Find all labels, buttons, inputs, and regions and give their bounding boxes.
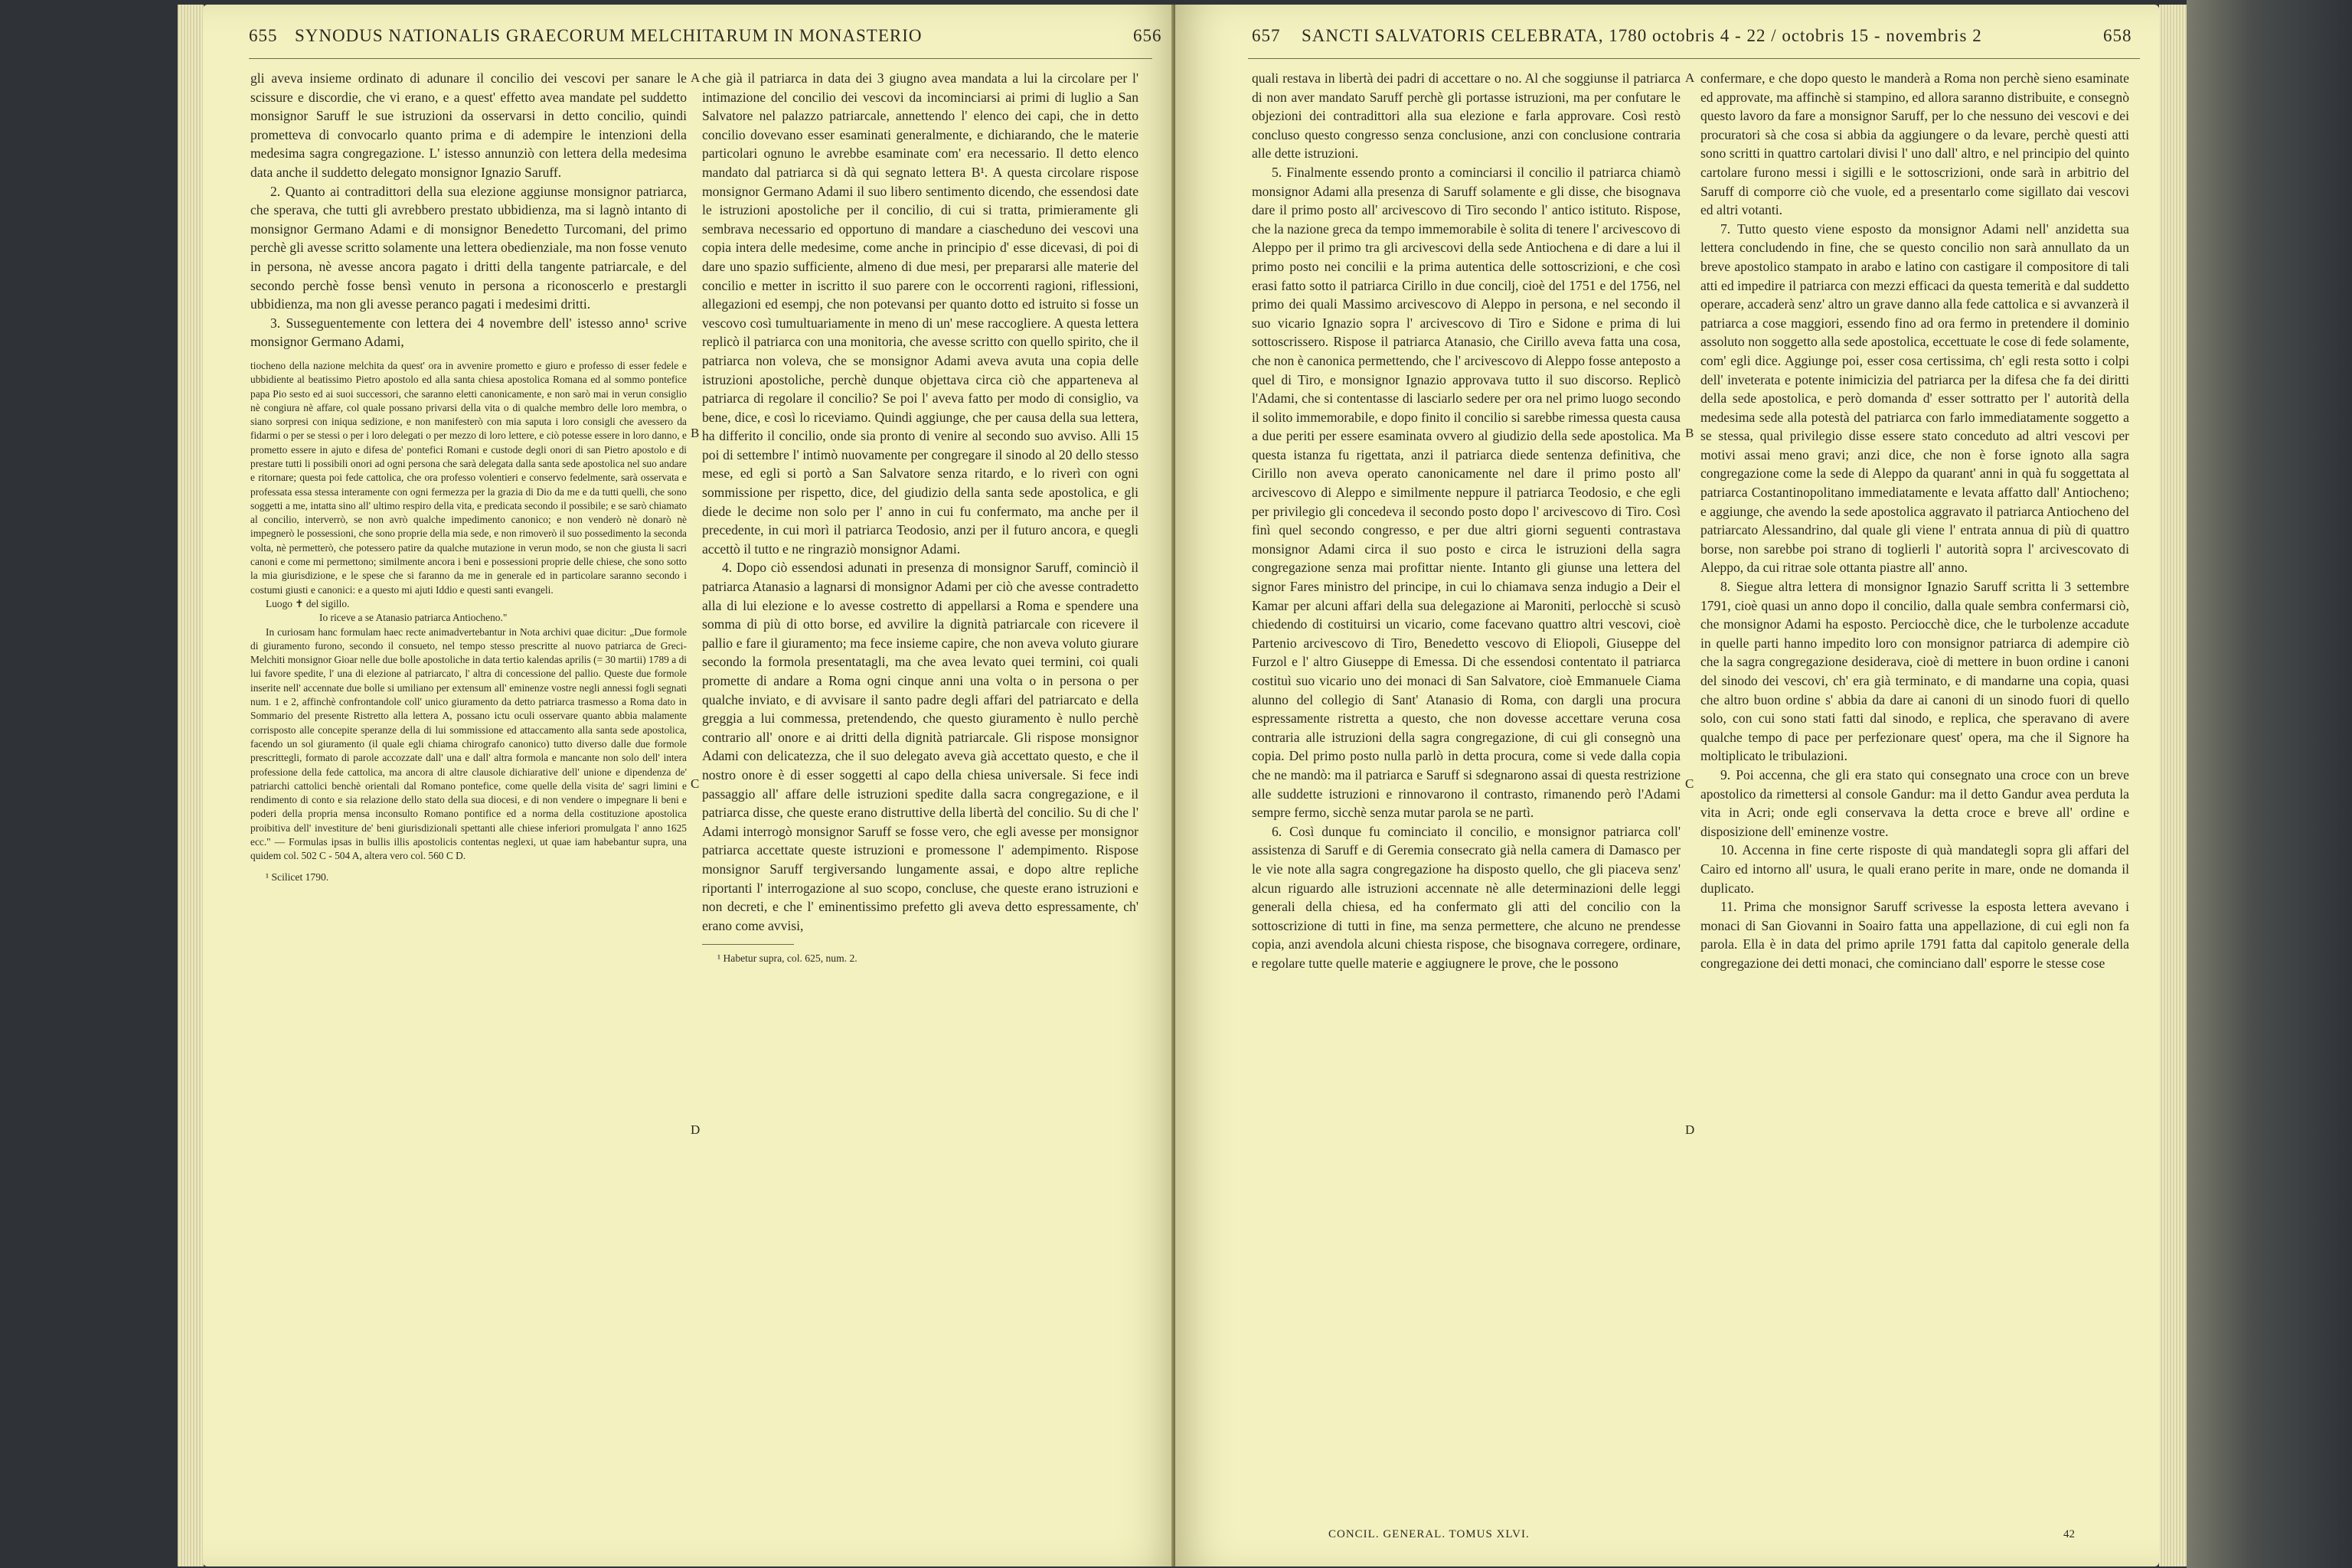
right-column-b [1700, 69, 2129, 973]
paragraph: 5. Finalmente essendo pronto a cominciarsi il concilio il patriarca chiamò monsignor Adami alla presenza di Saruff solamente e gli disse, che bisognava dare il primo posto all' arcivescovo di Tiro secondo l' antico istituto. Rispose, che la nazione greca da tempo immemorabile è solita di tenere l' arcivescovo di Aleppo per il primo tra gli arcivescovi della sede Antiochena e di dare a lui il primo posto nei concilii e la prima autentica delle sottoscrizioni, e che così erasi fatto sotto il patriarca Cirillo in due concilj, cioè del 1751 e del 1756, nel primo dei quali Massimo arcivescovo di Aleppo in persona, e nel secondo il suo vicario Ignazio sopra l' arcivescovo di Tiro e Sidone e prima di lui sottoscrissero. Rispose il patriarca Atanasio, che Cirillo aveva fatta una cosa, che non è canonica permettendo, che l' arcivescovo di Aleppo fosse anteposto a quel di Tiro, e monsignor Ignazio approvava tutto il suo discorso. Replicò l'Adami, che si contentasse di lasciarlo sedere per ora nel primo luogo secondo il solito immemorabile, e dopo finito il concilio si sarebbe rimessa questa causa a due periti per essere esaminata ovvero al giudizio della sede apostolica. Ma questa istanza fu rigettata, anzi il patriarca diede sentenza definitiva, che Cirillo non aveva operato canonicamente nel dare il primo posto all' arcivescovo di Aleppo e similmente neppure il patriarca Teodosio, e che egli per privilegio gli concedeva il secondo posto dopo l' arcivescovo di Tiro. Così finì quel secondo congresso, e per due altri giorni seguenti contrastava monsignor Adami circa il suo posto e circa le istruzioni della sagra congregazione senza mai profittar niente. Intanto gli giunse una lettera del signor Fares ministro del principe, in cui lo chiamava senza indugio a Deir el Kamar per alcuni affari della sua delegazione ai Maroniti, perlocchè si scusò chiedendo di costituirsi un vicario, come facevano quattro altri vescovi, cioè Partenio arcivescovo di Tiro, Benedetto vescovo di Eliopoli, Giuseppe del Furzol e l' altro Giuseppe di Emessa. Di che essendosi contentato il patriarca costituì suo vicario uno dei monaci di San Salvatore, cioè Emmanuele Ciama alunno del collegio di Sant' Atanasio di Roma, con dargli una procura espressamente ristretta a questo, che non dovesse accettare veruna cosa contraria alle istruzioni della sagra congregazione, di cui gli consegnò una copia. Del primo posto nulla parlò in detta procura, come si vede dalla copia che ne mandò: ma il patriarca e Saruff si sdegnarono assai di questa restrizione alle suddette istruzioni e rinnovarono il contrasto, rimanendo però l'Adami sempre fermo, sicchè senza mutar parola se ne partì. [1252, 164, 1681, 821]
note-paragraph: Io riceve a se Atanasio patriarca Antiocheno." [319, 612, 508, 624]
paragraph: 6. Così dunque fu cominciato il concilio, e monsignor patriarca coll' assistenza di Saruff e di Geremia consecrato già nella camera di Damasco per le vie note alla sagra congregazione ha disposto quello, che gli piaceva senz' alcun riguardo alle istruzioni accennate nè alle determinazioni delle leggi generali della chiesa, ed ha confermato gli atti del concilio con la sottoscrizione di tutti in fine, ma senza permettere, che alcuno ne prendesse copia, anzi avendola alcuni chiesta rispose, che bisognava corregere, ordinare, e regolare tutte quelle materie e aggiugnere le prove, che le possono [1252, 823, 1681, 971]
right-page [1175, 5, 2159, 1566]
paragraph: 2. Quanto ai contradittori della sua elezione aggiunse monsignor patriarca, che sperava, che tutti gli avrebbero prestato ubbidienza, ma si lagnò intanto di monsignor Germano Adami e di monsignor Benedetto Turcomani, del primo perchè gli avesse scritto solamente una lettera obedienziale, ma non fosse venuto in persona, nè avesse ancora pagato i dritti della tangente patriarcale, e del secondo perchè fosse bensì venuto in persona a riconoscerlo e prestargli ubbidienza, ma non gli avesse peranco pagati i medesimi dritti. [250, 183, 687, 312]
right-page-edges [2159, 5, 2189, 1566]
left-column-b [702, 69, 1138, 965]
footnote-rule [702, 944, 794, 945]
right-page-header [1175, 26, 2159, 52]
margin-letter-B: B [1685, 426, 1694, 440]
running-head-left: SYNODUS NATIONALIS GRAECORUM MELCHITARUM IN MONASTERIO [295, 26, 923, 45]
header-rule [1248, 58, 2140, 59]
paragraph: 3. Susseguentemente con lettera dei 4 novembre dell' istesso anno¹ scrive monsignor Germano Adami, [250, 315, 687, 350]
margin-letter-D: D [691, 1122, 701, 1137]
small-print-note [250, 359, 687, 864]
page-number-656: 656 [1133, 26, 1162, 45]
footnote: ¹ Scilicet 1790. [266, 871, 329, 883]
paragraph: quali restava in libertà dei padri di accettare o no. Al che soggiunse il patriarca di non aver mandato Saruff perchè gli portasse istruzioni, ma per confutare le objezioni dei contradittori alla sua elezione e farla approvare. Così restò concluso questo congresso senza conclusione, anzi con conclusione contraria alle dette istruzioni. [1252, 70, 1681, 162]
running-head-right: SANCTI SALVATORIS CELEBRATA, 1780 octobris 4 - 22 / octobris 15 - novembris 2 [1302, 26, 1982, 45]
paragraph: 11. Prima che monsignor Saruff scrivesse la esposta lettera avevano i monaci di San Giovanni in Soairo fatta una appellazione, di cui egli non fa parola. Ella è in data del primo aprile 1791 fatta dal capitolo generale della congregazione dei detti monaci, che cominciano dall' esporre le stesse cose [1700, 899, 2129, 971]
left-page [203, 5, 1178, 1566]
paragraph: gli aveva insieme ordinato di adunare il concilio dei vescovi per sanare le scissure e discordie, che vi erano, e a quest' effetto avea mandate pel suddetto monsignor Saruff le sue istruzioni da osservarsi in detto concilio, quindi prometteva di convocarlo quanto prima e di adempire le intenzioni della medesima sagra congregazione. L' istesso annunziò con lettera della medesima data anche il suddetto delegato monsignor Ignazio Saruff. [250, 70, 687, 180]
left-page-edges [178, 5, 204, 1566]
margin-letter-A: A [691, 70, 701, 85]
paragraph: 7. Tutto questo viene esposto da monsignor Adami nell' anzidetta sua lettera concludendo in fine, che se questo concilio non sarà annullato da un breve apostolico stampato in arabo e latino con castigare il compositore di tali atti ed impedire il patriarca con mezzi efficaci da questa temerità e dal suddetto operare, accaderà senz' altro un grave danno alla fede cattolica e si avvanzerà il patriarca a cose maggiori, essendo fino ad ora fermo in pretendere il dominio assoluto non soggetto alla sede apostolica, eccettuate le cose di fede solamente, com' egli dice. Aggiunge poi, esser cosa certissima, ch' egli resta sotto i colpi dell' inveterata e potente inimicizia del patriarca per la difesa che fa dei diritti della sede apostolica, e però domanda d' esser sottratto per l' autorità della medesima sede alla potestà del patriarca con farlo immediatamente soggetto a se stessa, qual privilegio disse essere stato conceduto ad altri vescovi per motivi assai meno gravi; anzi dice, che non è forse ignoto alla sagra congregazione come la sede di Aleppo da quarant' anni in quà fu soggettata al patriarca Costantinopolitano immediatamente e levata affatto dall' Antiocheno; e aggiunge, che avendo la sede apostolica aggravato il patriarca Antiocheno del patriarcato Alessandrino, dal quale gli viene l' entrata annua di più di quattro borse, non sarebbe poi strano di toglierli l' autorità sopra l' arcivescovato di Aleppo, da cui ritrae sole ottanta piastre all' anno. [1700, 220, 2129, 576]
paragraph: confermare, e che dopo questo le manderà a Roma non perchè sieno esaminate ed approvate, ma affinchè si stampino, ed allora saranno distribuite, e consegnò questo lavoro da fare a monsignor Saruff, per lo che nessuno dei vescovi e dei procuratori sà che cosa si abbia da aggiungere o da levare, perchè questi atti sono scritti in quattro cartolari divisi l' uno dall' altro, e nel principio del quinto cartolare furono messi i sigilli e le sottoscrizioni, onde sarà in arbitrio del Saruff di comporre ciò che vuole, ed a presentarlo come sigillato dai vescovi ed altri votanti. [1700, 70, 2129, 218]
note-paragraph: In curiosam hanc formulam haec recte animadvertebantur in Nota archivi quae dicitur: „Due formole di giuramento furono, secondo il consueto, nel tempo stesso prescritte al nuovo patriarca de Greci-Melchiti monsignor Gioar nelle due bolle apostoliche in data tertio kalendas aprilis (= 30 martii) 1789 a di lui favore spedite, l' una di elezione al patriarcato, l' altra di concessione del pallio. Queste due formole inserite nell' accennate due bolle si umiliano per extensum all' eminenze vostre negli annessi fogli segnati num. 1 e 2, affinchè confrontandole coll' unico giuramento da detto patriarca trasmesso a Roma dato in Sommario del presente Ristretto alla lettera A, possano ictu oculi osservare quanto abbia malamente corrisposto alle concepite speranze della di lui sommissione ed attaccamento alla santa sede apostolica, facendo un sol giuramento (il quale egli chiama chirografo canonico) tutto diverso dalle due formole prescrittegli, formato di parole accozzate dall' una e dall' altra formola e mancante non solo dell' intera professione della fede cattolica, ma ancora di altre clausole dichiarative dell' unione e dipendenza de' patriarchi cattolici benchè orientali dal Romano pontefice, come quelle della visita de' sagri limini e rendimento di conto e sia relazione dello stato della sua diocesi, e di non vendere o impegnare li beni e poderi della propria mensa inconsulto Romano pontifice ed a norma della costituzione apostolica proibitiva dell' investiture de' beni giurisdizionali spettanti alle chiese inferiori promulgata l' anno 1625 ecc." — Formulas ipsas in bullis illis apostolicis contentas neglexi, ut quae iam habebantur supra, una quidem col. 502 C - 504 A, altera vero col. 560 C D. [250, 626, 687, 862]
left-column-a [250, 69, 687, 884]
margin-letter-A: A [1685, 70, 1695, 85]
margin-letter-B: B [691, 426, 700, 440]
book-binding [2187, 0, 2352, 1568]
paragraph: che già il patriarca in data dei 3 giugno avea mandata a lui la circolare per l' intimazione del concilio dei vescovi da incominciarsi ai primi di luglio a San Salvatore nel palazzo patriarcale, annettendo l' elenco dei capi, che in detto concilio dovevano esser esaminati generalmente, e dichiarando, che le materie particolari ognuno le avrebbe esaminate com' era necessario. Il detto elenco mandato dal patriarca si dà qui segnato lettera B¹. A questa circolare rispose monsignor Germano Adami il suo libero sentimento dicendo, che essendosi date le istruzioni apostoliche per il concilio, di cui si tratta, primieramente gli sembrava necessario ed opportuno di mandare a ciascheduno dei vescovi una copia intera delle medesime, come anche in principio d' esse dicevasi, di poi di dare uno spazio sufficiente, almeno di due mesi, per prepararsi alle materie del concilio e metter in iscritto il suo parere con le occorrenti ragioni, riflessioni, allegazioni ed esempj, che non potevansi per quanto dotto ed istruito si fosse un vescovo così tumultuariamente in meno di un' mese raccogliere. A questa lettera replicò il patriarca con una monitoria, che avesse scritto con quello spirito, che il patriarca non voleva, che se monsignor Adami aveva avuta una copia delle istruzioni apostoliche, perchè dunque objettava circa ciò che apparteneva al patriarca di regolare il concilio? Se poi l' aveva fatto per modo di consiglio, va bene, dice, e così lo riceviamo. Quindi aggiunge, che per causa della sua lettera, ha differito il concilio, onde sia pronto di venire al secondo suo avviso. Alli 15 poi di settembre l' intimò nuovamente per congregare il sinodo al 20 dello stesso mese, ed egli si portò a San Salvatore senza ritardo, e lo riverì con ogni sommissione per rispetto, dice, del giudizio della santa sede apostolica, e gli diede le decime non solo per l' anno in cui fu confermato, ma anche per il precedente, in cui morì il patriarca Teodosio, anzi per il futuro ancora, e quegli accettò il tutto e ne ringraziò monsignor Adami. [702, 70, 1138, 557]
paragraph: 4. Dopo ciò essendosi adunati in presenza di monsignor Saruff, cominciò il patriarca Atanasio a lagnarsi di monsignor Adami per ciò che avesse contradetto alla di lui elezione e lo avesse costretto di appellarsi a Roma e spendere una somma di più di otto borse, ed avvilire la dignità patriarcale con ricevere il pallio e fare il giuramento; ma fece insieme capire, che non aveva voluto giurare secondo la formola presentatagli, ma che avea levato quei termini, coi quali promette di andare a Roma ogni cinque anni una volta o in persona o per qualche inviato, e di avvisare il santo padre degli affari del patriarcato e della greggia a lui commessa, pretendendo, che questo giuramento è nullo perchè contrario all' onore e ai dritti della dignità patriarcale. Gli rispose monsignor Adami con delicatezza, che il suo delegato aveva già accettato questo, e che il nostro onore è di esser soggetti al capo della chiesa universale. Si fece indi passaggio all' affare delle istruzioni spedite dalla sacra congregazione, e il patriarca disse, che queste erano distruttive della libertà del concilio. Su di che l' Adami interrogò monsignor Saruff se fosse vero, che egli avesse per monsignor patriarca accettate queste istruzioni e promessone l' adempimento. Rispose monsignor Saruff tergiversando lungamente assai, e dopo altre repliche riportanti l' interrogazione al suo scopo, concluse, che queste erano istruzioni e non decreti, e che l' eminentissimo prefetto gli aveva detto espressamente, ch' erano come avvisi, [702, 560, 1138, 933]
footnote: ¹ Habetur supra, col. 625, num. 2. [717, 952, 858, 965]
page-number-655: 655 [249, 26, 278, 45]
paragraph: 9. Poi accenna, che gli era stato qui consegnato una croce con un breve apostolico da rimettersi al console Gandur: ma il detto Gandur avea perduta la vita in Acri; onde egli conservava la detta croce e breve all' ordine e disposizione dell' eminenze vostre. [1700, 766, 2129, 839]
paragraph: 8. Siegue altra lettera di monsignor Ignazio Saruff scritta li 3 settembre 1791, cioè quasi un anno dopo il concilio, dalla quale sembra confermarsi ciò, che monsignor Adami ha esposto. Perciocchè dice, che le turbolenze accadute in quelle parti hanno impedito loro con monsignor patriarca di adempire ciò che la sagra congregazione desiderava, cioè di mettere in buon ordine i canoni del sinodo dei vescovi, ch' era già terminato, e di mandarne una copia, quasi che altro buon ordine s' abbia da dare ai canoni di un sinodo fuori di quello solo, con cui sono stati fatti dal sinodo, e replica, che speravano di avere qualche tempo di pace per perfezionare quest' opera, ma che il Signore ha moltiplicato le tribulazioni. [1700, 579, 2129, 764]
paragraph: 10. Accenna in fine certe risposte di quà mandategli sopra gli affari del Cairo ed intorno all' usura, le quali erano perite in mare, onde ne domanda il duplicato. [1700, 842, 2129, 896]
right-column-a [1252, 69, 1681, 973]
margin-letter-C: C [1685, 776, 1694, 791]
left-page-header [203, 26, 1178, 52]
signature-number: 42 [2063, 1528, 2075, 1540]
page-number-657: 657 [1252, 26, 1281, 45]
margin-letter-D: D [1685, 1122, 1695, 1137]
margin-letter-C: C [691, 776, 700, 791]
note-paragraph: tiocheno della nazione melchita da quest' ora in avvenire prometto e giuro e professo di esser fedele e ubbidiente al beatissimo Pietro apostolo ed alla santa chiesa apostolica Romana ed al sommo pontefice papa Pio sesto ed ai suoi successori, che saranno eletti canonicamente, e non sarò mai in verun consiglio nè congiura nè affare, col quale possano privarsi della vita o di qualche membro delle loro membra, o siano sorpresi con iniqua sedizione, e non manifesterò con mia saputa i loro consigli che avessero da fidarmi o per se stessi o per i loro delegati o per mezzo di loro lettere, e ciò potesse essere in loro danno, e prometto essere in ajuto e difesa de' pontefici Romani e custode degli onori di san Pietro apostolo e di prestare tutti li possibili onori ad ogni persona che sarà delegata dalla santa sede apostolica nel suo andare e ritornare; questa poi fede cattolica, che ora professo volentieri e conservo fedelmente, sarà osservata e professata essa stessa interamente con ogni fermezza per la grazia di Dio da me e da tutti quelli, che sono soggetti a me, intatta sino all' ultimo respiro della vita, e predicata secondo il possibile; e se sarò chiamato al concilio, interverrò, se non avrò qualche impedimento canonico; e non venderò nè donarò nè impegnerò le possessioni, che sono proprie della mia sede, e non rimoverò il suo possedimento la seconda volta, nè permetterò, che potessero patire da qualche mutazione in verun modo, se non che giusta li sacri canoni e come mi permettono; similmente ancora i beni e possessioni proprie delle chiese, che sono sotto la mia giurisdizione, e le spese che si faranno da me in generale ed in particolare saranno secondo i costumi giusti e canonici: e a questo mi ajuti Iddio e questi santi evangeli. [250, 359, 687, 596]
note-paragraph: Luogo ✝ del sigillo. [266, 597, 350, 609]
page-number-658: 658 [2103, 26, 2132, 45]
header-rule [249, 58, 1152, 59]
volume-signature: CONCIL. GENERAL. TOMUS XLVI. [1328, 1528, 1530, 1540]
